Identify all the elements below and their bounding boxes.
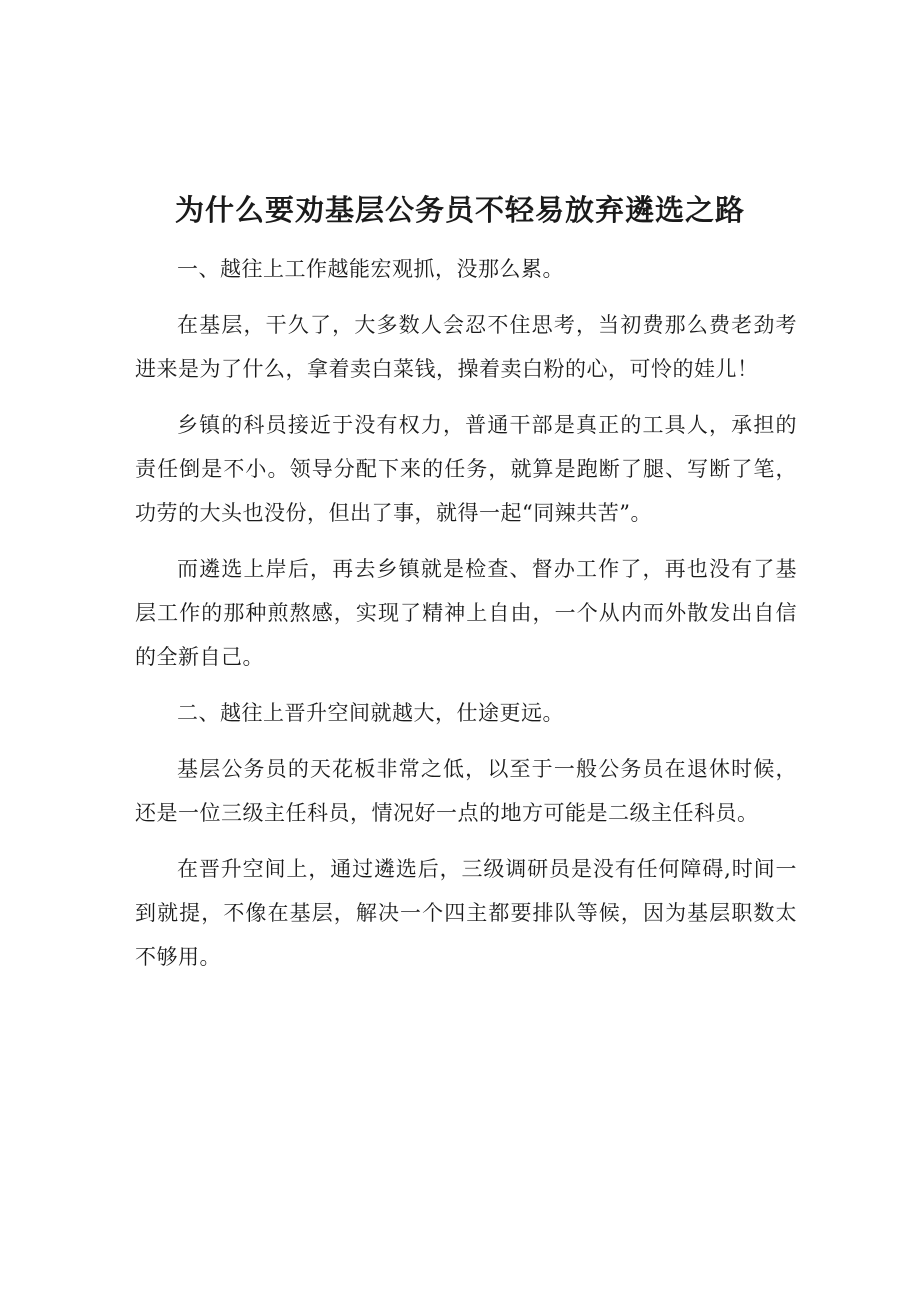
paragraph-heading-2: 二、越往上晋升空间就越大，仕途更远。 xyxy=(177,701,564,725)
paragraph-heading-1: 一、越往上工作越能宏观抓，没那么累。 xyxy=(177,257,564,281)
document-body xyxy=(135,247,797,991)
paragraph: 而遴选上岸后，再去乡镇就是检查、督办工作了，再也没有了基层工作的那种煎熬感，实现了精神上自由，一个从内而外散发出自信的全新自己。 xyxy=(135,557,797,669)
paragraph: 在基层，干久了，大多数人会忍不住思考，当初费那么费老劲考进来是为了什么，拿着卖白菜钱，操着卖白粉的心，可怜的娃儿！ xyxy=(135,313,797,381)
paragraph: 基层公务员的天花板非常之低，以至于一般公务员在退休时候，还是一位三级主任科员，情况好一点的地方可能是二级主任科员。 xyxy=(135,757,797,825)
paragraph: 乡镇的科员接近于没有权力，普通干部是真正的工具人，承担的责任倒是不小。领导分配下来的任务，就算是跑断了腿、写断了笔，功劳的大头也没份，但出了事，就得一起“同辣共苦”。 xyxy=(135,413,797,525)
paragraph: 在晋升空间上，通过遴选后，三级调研员是没有任何障碍,时间一到就提，不像在基层，解决一个四主都要排队等候，因为基层职数太不够用。 xyxy=(135,857,797,969)
document-title: 为什么要劝基层公务员不轻易放弃遴选之路 xyxy=(174,193,745,227)
